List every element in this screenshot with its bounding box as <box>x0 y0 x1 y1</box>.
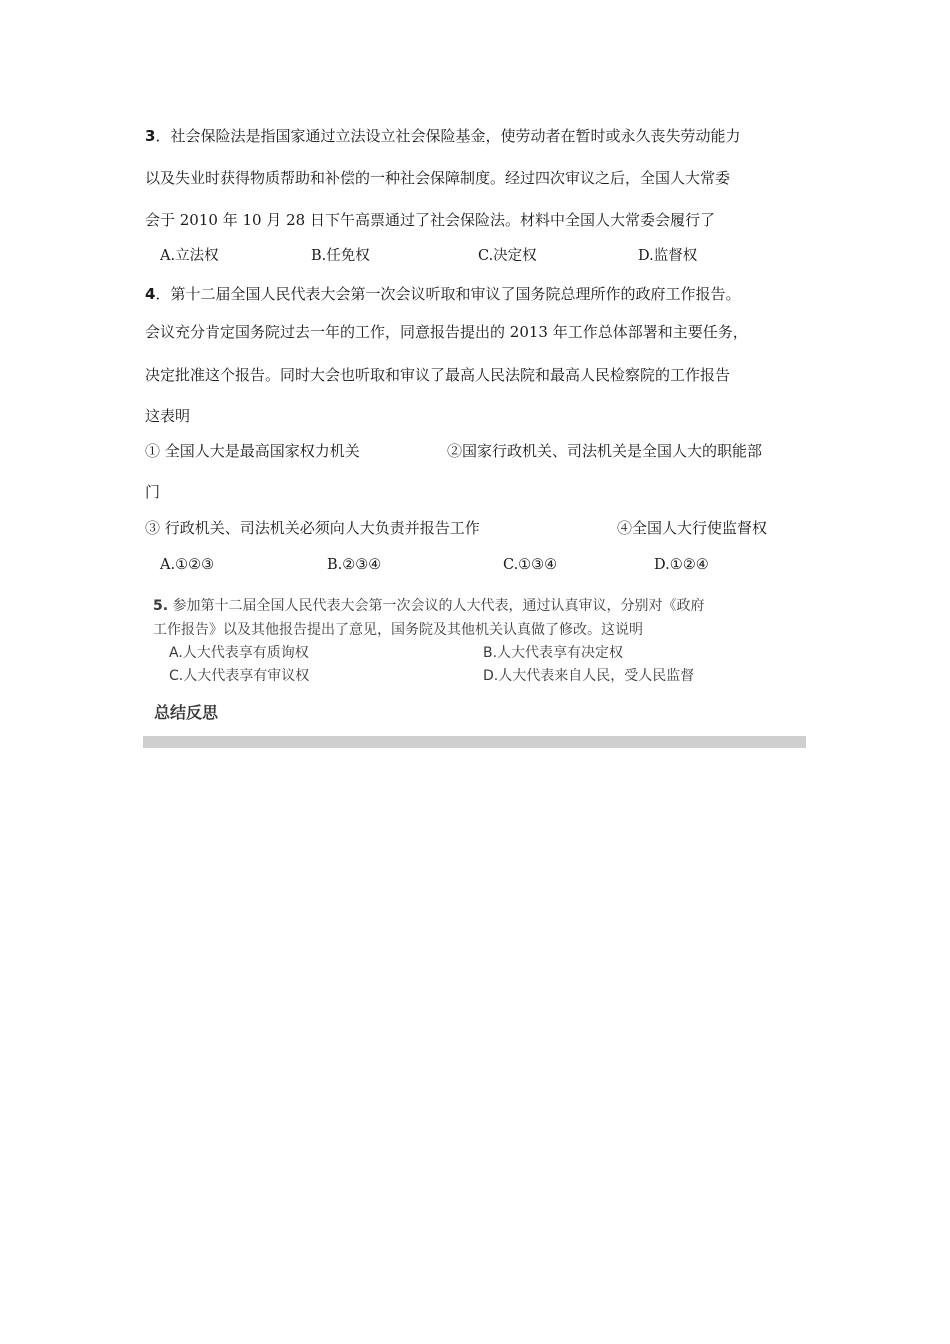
q4-text-1: ．第十二届全国人民代表大会第一次会议听取和审议了国务院总理所作的政府工作报告。 <box>155 285 741 303</box>
q4-line-1 <box>145 284 740 304</box>
q3-option-c[interactable]: C.决定权 <box>478 248 537 264</box>
q4-statement-1: ① 全国人大是最高国家权力机关 <box>145 442 360 460</box>
q3-option-a[interactable]: A.立法权 <box>160 248 219 264</box>
q5-line-2: 工作报告》以及其他报告提出了意见，国务院及其他机关认真做了修改。这说明 <box>153 622 643 638</box>
q3-number: 3 <box>145 127 156 145</box>
q3-line-1 <box>145 126 740 146</box>
q3-line-2: 以及失业时获得物质帮助和补偿的一种社会保障制度。经过四次审议之后，全国人大常委 <box>145 169 731 187</box>
q5-option-d[interactable]: D.人大代表来自人民，受人民监督 <box>483 668 695 684</box>
q4-statement-2-continued: 门 <box>145 483 161 501</box>
q4-line-2: 会议充分肯定国务院过去一年的工作，同意报告提出的 2013 年工作总体部署和主要任务， <box>145 323 748 341</box>
q4-option-a[interactable]: A.①②③ <box>160 557 215 573</box>
q5-option-a[interactable]: A.人大代表享有质询权 <box>169 645 309 661</box>
q5-panel <box>143 590 806 748</box>
q4-option-c[interactable]: C.①③④ <box>503 557 558 573</box>
q4-statement-2: ②国家行政机关、司法机关是全国人大的职能部 <box>447 442 763 460</box>
q3-line-3: 会于 2010 年 10 月 28 日下午高票通过了社会保险法。材料中全国人大常委会履行了 <box>145 211 715 229</box>
summary-heading: 总结反思 <box>154 703 219 722</box>
q3-option-b[interactable]: B.任免权 <box>311 248 370 264</box>
q5-option-b[interactable]: B.人大代表享有决定权 <box>483 645 624 661</box>
q4-option-b[interactable]: B.②③④ <box>327 557 382 573</box>
q3-option-d[interactable]: D.监督权 <box>638 248 698 264</box>
q4-statement-3: ③ 行政机关、司法机关必须向人大负责并报告工作 <box>145 519 480 537</box>
q4-line-4: 这表明 <box>145 407 191 425</box>
q5-line-1 <box>153 597 705 615</box>
q3-text-1: ．社会保险法是指国家通过立法设立社会保险基金，使劳动者在暂时或永久丧失劳动能力 <box>155 127 741 145</box>
q5-text-1: 参加第十二届全国人民代表大会第一次会议的人大代表，通过认真审议，分别对《政府 <box>172 598 705 614</box>
q4-number: 4 <box>145 285 156 303</box>
q5-option-c[interactable]: C.人大代表享有审议权 <box>169 668 310 684</box>
q5-number: 5. <box>153 598 169 614</box>
q4-option-d[interactable]: D.①②④ <box>654 557 709 573</box>
divider-bar <box>143 736 806 748</box>
q4-line-3: 决定批准这个报告。同时大会也听取和审议了最高人民法院和最高人民检察院的工作报告 <box>145 366 731 384</box>
q4-statement-4: ④全国人大行使监督权 <box>617 519 768 537</box>
